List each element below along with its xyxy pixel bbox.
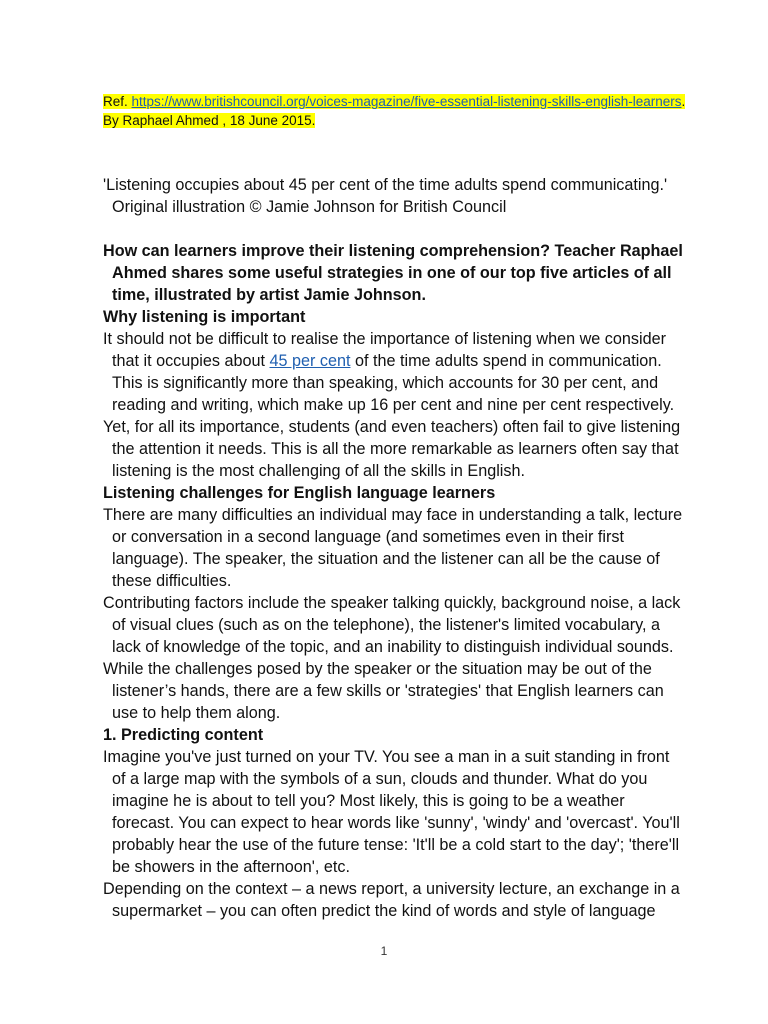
- paragraph-challenges-1: There are many difficulties an individual may face in understanding a talk, lecture or conversation in a second language (and sometimes even in their first language). The speaker, the situation and the listener can all be the cause of these difficulties.: [103, 506, 683, 590]
- reference-line: [103, 92, 703, 130]
- reference-prefix: Ref.: [103, 94, 132, 109]
- paragraph-why-1: [103, 328, 683, 416]
- reference-highlight: [103, 94, 685, 128]
- heading-listening-challenges: Listening challenges for English language learners: [103, 484, 496, 502]
- article-body: [103, 174, 683, 922]
- forty-five-per-cent-link[interactable]: 45 per cent: [269, 352, 351, 370]
- paragraph-challenges-2: Contributing factors include the speaker talking quickly, background noise, a lack of visual clues (such as on the telephone), the listener's limited vocabulary, a lack of knowledge of the topic, and an inability to distinguish individual sounds.: [103, 594, 681, 656]
- paragraph-challenges-3: While the challenges posed by the speaker or the situation may be out of the listener’s hands, there are a few skills or 'strategies' that English learners can use to help them along.: [103, 660, 664, 722]
- reference-suffix: . By Raphael Ahmed , 18 June 2015.: [103, 94, 686, 128]
- article-intro: How can learners improve their listening comprehension? Teacher Raphael Ahmed shares some useful strategies in one of our top five articles of all time, illustrated by artist Jamie Johnson.: [103, 242, 683, 304]
- reference-link[interactable]: https://www.britishcouncil.org/voices-magazine/five-essential-listening-skills-english-learners: [131, 94, 682, 109]
- heading-why-listening: Why listening is important: [103, 308, 306, 326]
- paragraph-predicting-1: Imagine you've just turned on your TV. You see a man in a suit standing in front of a large map with the symbols of a sun, clouds and thunder. What do you imagine he is about to tell you? Most likely, this is going to be a weather forecast. You can expect to hear words like 'sunny', 'windy' and 'overcast'. You'll probably hear the use of the future tense: 'It'll be a cold start to the day'; 'there'll be showers in the afternoon', etc.: [103, 748, 680, 876]
- paragraph-predicting-2: Depending on the context – a news report, a university lecture, an exchange in a supermarket – you can often predict the kind of words and style of language: [103, 880, 680, 920]
- heading-predicting-content: 1. Predicting content: [103, 726, 264, 744]
- paragraph-why-2: Yet, for all its importance, students (and even teachers) often fail to give listening the attention it needs. This is all the more remarkable as learners often say that listening is the most challenging of all the skills in English.: [103, 418, 681, 480]
- page-number: 1: [380, 944, 388, 958]
- paragraph-why-1-before: It should not be difficult to realise the importance of listening when we consider that it occupies about: [103, 330, 666, 370]
- paragraph-why-1-after: of the time adults spend in communication. This is significantly more than speaking, which accounts for 30 per cent, and reading and writing, which make up 16 per cent and nine per cent respectively.: [112, 352, 675, 414]
- illustration-caption: 'Listening occupies about 45 per cent of the time adults spend communicating.' Original illustration © Jamie Johnson for British Council: [103, 176, 668, 216]
